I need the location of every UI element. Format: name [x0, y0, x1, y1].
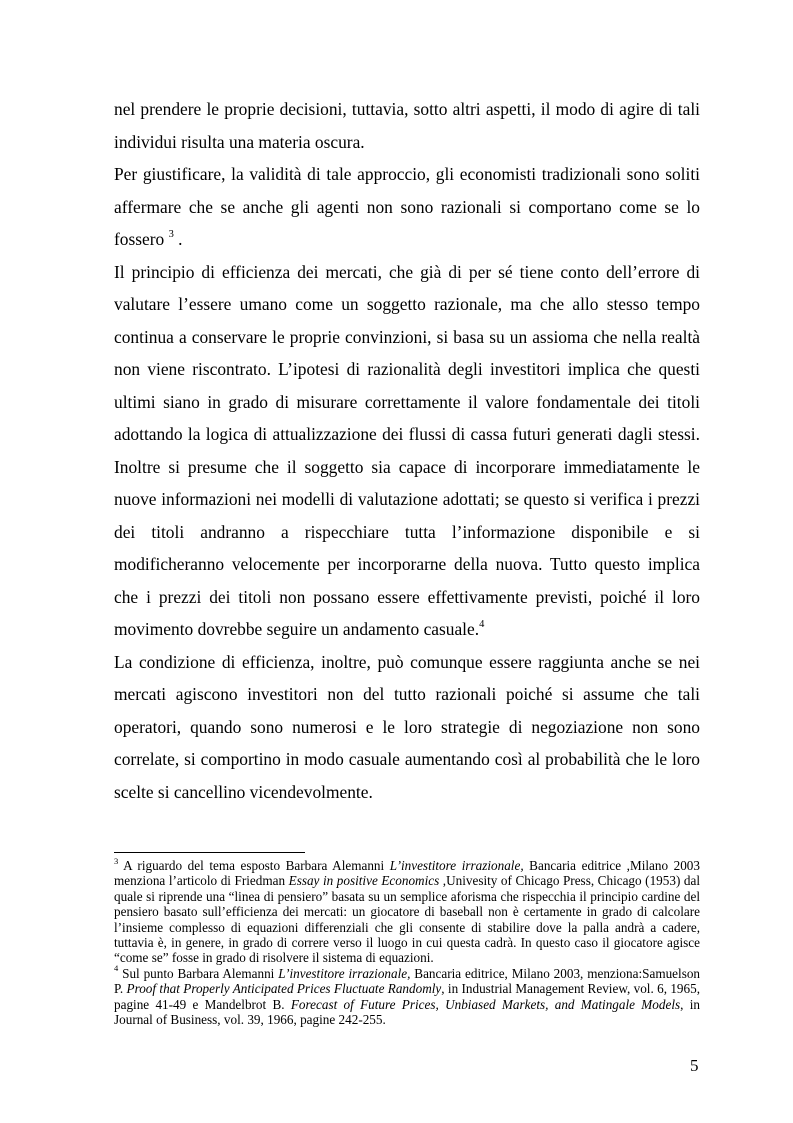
footnote-3	[114, 855, 701, 966]
paragraph-4-text: La condizione di efficienza, inoltre, può comunque essere raggiunta anche se nei mercati agiscono investitori non del tutto razionali poiché si assume che tali operatori, quando sono numerosi e le loro strategie di negoziazione non sono correlate, si comportino in modo casuale aumentando così al probabilità che le loro scelte si cancellino vicendevolmente.	[114, 651, 700, 802]
paragraph-2-text: Per giustificare, la validità di tale approccio, gli economisti tradizionali sono soliti affermare che se anche gli agenti non sono razionali si comportano come se lo fossero	[114, 164, 700, 249]
paragraph-3	[114, 256, 700, 646]
main-body-text	[114, 93, 700, 808]
footnote-4-text-4: , in Journal of Business, vol. 39, 1966, pagine 242-255.	[114, 996, 700, 1028]
paragraph-4	[114, 646, 700, 809]
footnote-4	[114, 963, 701, 1028]
footnote-3-text-1: A riguardo del tema esposto Barbara Alemanni	[118, 858, 390, 873]
footnotes	[114, 855, 701, 1028]
footnote-ref-4[interactable]: 4	[479, 619, 485, 631]
footnote-ref-3[interactable]: 3	[168, 229, 174, 241]
footnote-4-title-1: L’investitore irrazionale,	[278, 965, 411, 981]
paragraph-2-end: .	[173, 229, 183, 249]
paragraph-1	[114, 93, 700, 158]
paragraph-3-text: Il principio di efficienza dei mercati, che già di per sé tiene conto dell’errore di valutare l’essere umano come un soggetto razionale, ma che allo stesso tempo continua a conservare le proprie convinzioni, si basa su un assioma che nella realtà non viene riscontrato. L’ipotesi di razionalità degli investitori implica che questi ultimi siano in grado di misurare correttamente il valore fondamentale dei titoli adottando la logica di attualizzazione dei flussi di cassa futuri generati dagli stessi. Inoltre si presume che il soggetto sia capace di incorporare immediatamente le nuove informazioni nei modelli di valutazione adottati; se questo si verifica i prezzi dei titoli andranno a rispecchiare tutta l’informazione disponibile e si modificheranno velocemente per incorporarne della nuova. Tutto questo implica che i prezzi dei titoli non possano essere effettivamente previsti, poiché il loro movimento dovrebbe seguire un andamento casuale.	[114, 261, 700, 639]
paragraph-1-text: nel prendere le proprie decisioni, tuttavia, sotto altri aspetti, il modo di agire di tali individui risulta una materia oscura.	[114, 99, 700, 152]
footnote-separator	[114, 852, 305, 853]
footnote-3-text-3: ,Univesity of Chicago Press, Chicago (1953) dal quale si riprende una “linea di pensiero” basata su un semplice aforisma che rispecchia il principio cardine del pensiero basato sull’efficienza dei mercati: un giocatore di baseball non è certamente in grado di calcolare l’insieme complesso di equazioni differenziali che gli consente di stabilire dove la palla andrà a cadere, tuttavia è, in genere, in grado di correre verso il luogo in cui questa cadrà. In questo caso il giocatore agisce “come se” fosse in grado di risolvere il sistema di equazioni.	[114, 873, 701, 966]
footnote-4-text-3: , in Industrial Management Review, vol. 6, 1965, pagine 41-49 e Mandelbrot B.	[114, 981, 701, 1012]
footnote-3-number: 3	[114, 855, 119, 866]
page-number: 5	[690, 1056, 699, 1075]
footnote-3-text-2: Bancaria editrice ,Milano 2003 menziona l’articolo di Friedman	[114, 858, 700, 889]
footnote-4-title-2: Proof that Properly Anticipated Prices Fluctuate Randomly	[126, 981, 442, 997]
paragraph-2	[114, 158, 700, 256]
footnote-3-title-2: Essay in positive Economics	[288, 873, 440, 889]
footnote-4-title-3: Forecast of Future Prices, Unbiased Markets, and Matingale Models	[290, 996, 681, 1012]
footnote-4-number: 4	[114, 963, 119, 974]
footnote-4-text-2: Bancaria editrice, Milano 2003, menziona:Samuelson P.	[114, 965, 701, 997]
footnote-4-text-1: Sul punto Barbara Alemanni	[118, 965, 279, 981]
footnote-3-title-1: L’investitore irrazionale,	[389, 858, 524, 873]
